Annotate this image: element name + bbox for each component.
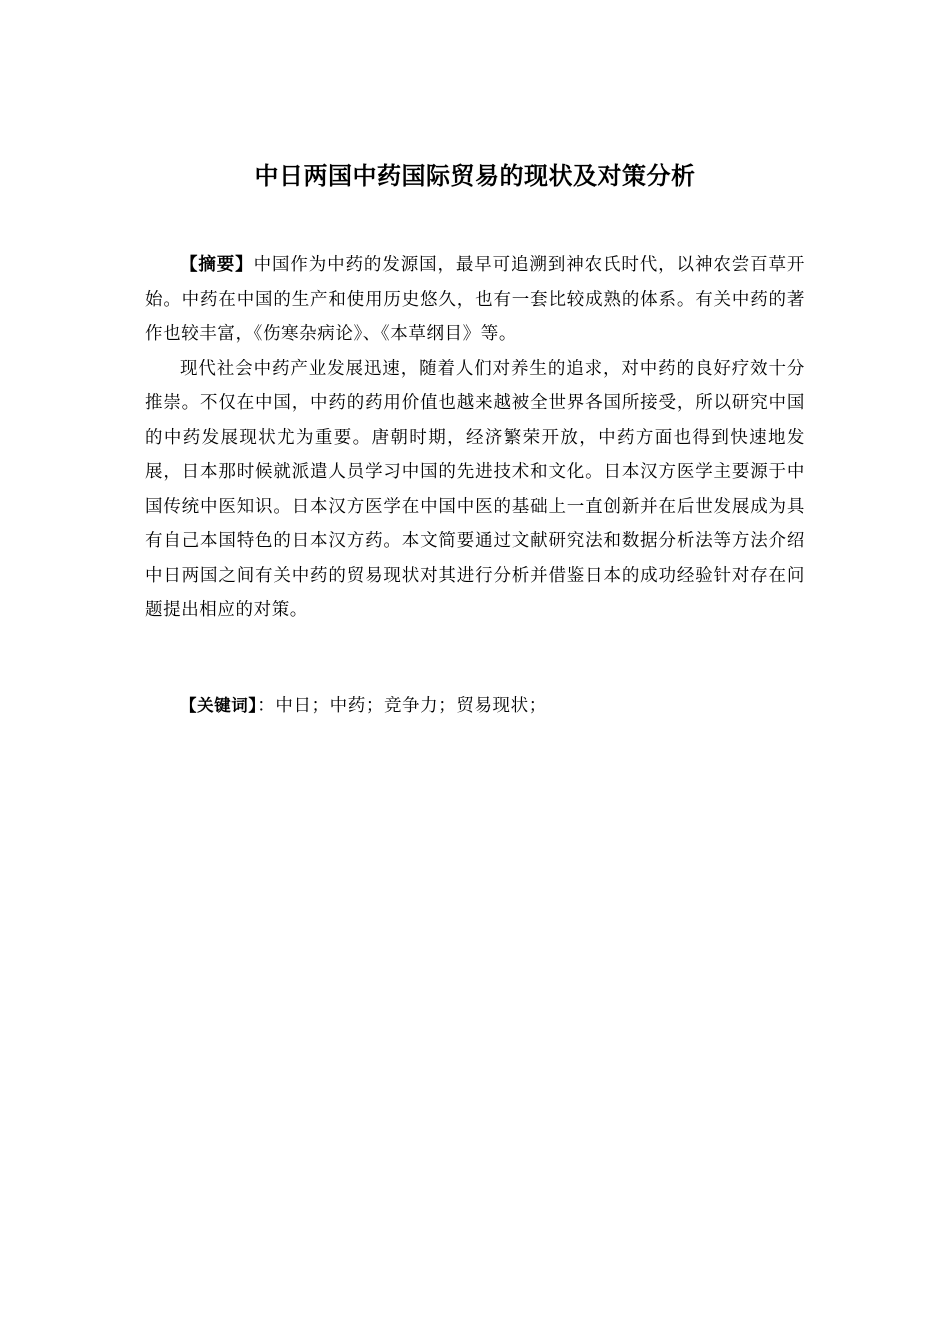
abstract-paragraph-1-text: 中国作为中药的发源国，最早可追溯到神农氏时代，以神农尝百草开始。中药在中国的生产和使用历史悠久，也有一套比较成熟的体系。有关中药的著作也较丰富，《伤寒杂病论》、《本草纲目》等。 bbox=[145, 255, 805, 344]
keywords-label: 【关键词】 bbox=[180, 696, 258, 715]
abstract-paragraph-2: 现代社会中药产业发展迅速，随着人们对养生的追求，对中药的良好疗效十分推崇。不仅在中国，中药的药用价值也越来越被全世界各国所接受，所以研究中国的中药发展现状尤为重要。唐朝时期，经济繁荣开放，中药方面也得到快速地发展，日本那时候就派遣人员学习中国的先进技术和文化。日本汉方医学主要源于中国传统中医知识。日本汉方医学在中国中医的基础上一直创新并在后世发展成为具有自己本国特色的日本汉方药。本文简要通过文献研究法和数据分析法等方法介绍中日两国之间有关中药的贸易现状对其进行分析并借鉴日本的成功经验针对存在问题提出相应的对策。 bbox=[145, 358, 805, 620]
keywords-text: ：中日；中药；竞争力；贸易现状； bbox=[257, 696, 547, 716]
abstract-section bbox=[145, 248, 805, 628]
abstract-paragraph-1 bbox=[145, 248, 805, 352]
document-title: 中日两国中药国际贸易的现状及对策分析 bbox=[254, 162, 696, 190]
abstract-label: 【摘要】 bbox=[180, 255, 254, 275]
keywords-line bbox=[145, 689, 805, 723]
